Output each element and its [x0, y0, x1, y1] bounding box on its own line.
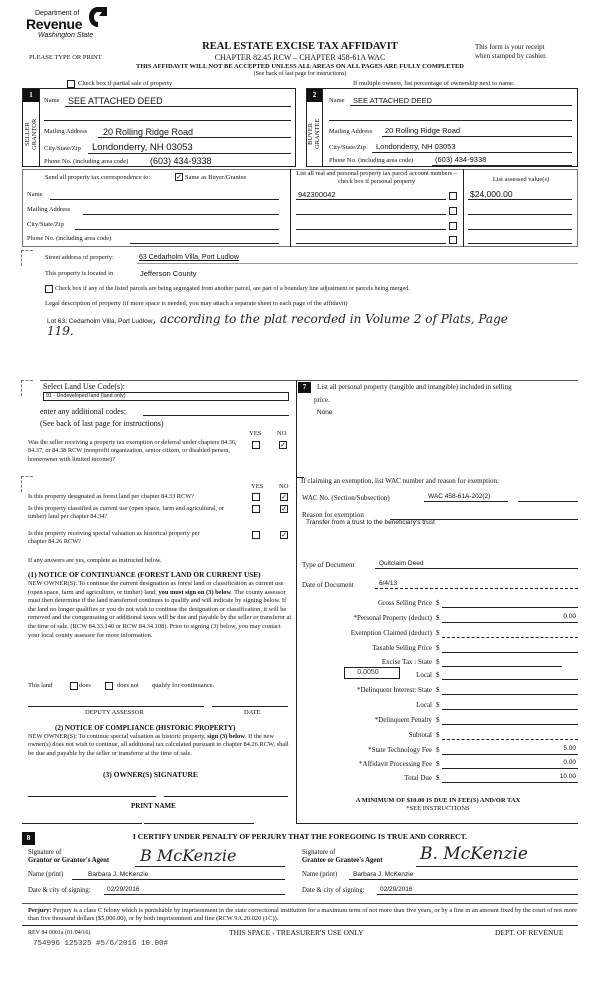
no-header-1: NO — [277, 430, 287, 437]
grantor-name-value: Barbara J. McKenzie — [88, 871, 149, 878]
tax-label-penalty: *Delinquent Penalty — [374, 716, 432, 724]
county-label: This property is located in — [45, 270, 114, 277]
tax-value-total: 10.00 — [559, 773, 576, 780]
q1-text: Was the seller receiving a property tax exemption or deferral under chapters 84.36, 84.37, or 84.38 RCW (nonprofit organization, senior citizen, or disabled person, homeowner with limited income)? — [28, 439, 237, 463]
buyer-name-field-2[interactable] — [329, 120, 572, 121]
owner-print-name-line[interactable] — [164, 796, 288, 797]
assessed-field-2[interactable] — [468, 214, 572, 215]
q1-no-checkbox[interactable]: ✓ — [280, 441, 286, 449]
grantor-name-field[interactable] — [72, 879, 285, 880]
corr-phone-field[interactable] — [130, 243, 279, 244]
logo-name: Revenue — [26, 16, 83, 32]
section-7-badge: 7 — [298, 382, 311, 393]
wac-label: WAC No. (Section/Subsection) — [302, 494, 390, 502]
tax-label-gross: Gross Selling Price — [377, 599, 432, 607]
dor-logo — [24, 6, 104, 42]
grantor-signature-line — [135, 866, 285, 867]
grantor-date-label: Date & city of signing: — [28, 887, 91, 894]
grantor-name-label: Name (print) — [28, 871, 64, 878]
receipt-note — [475, 43, 547, 61]
tax-label-taxable: Taxable Selling Price — [372, 644, 432, 652]
tax-label-subtotal: Subtotal — [408, 731, 432, 739]
section-3-bracket — [21, 250, 33, 266]
tax-field-interest-state[interactable] — [442, 694, 578, 695]
seller-address-value: 20 Rolling Ridge Road — [103, 127, 194, 137]
doc-type-field[interactable] — [375, 568, 578, 569]
buyer-phone-label: Phone No. (including area code) — [329, 157, 414, 164]
grantee-date-field[interactable] — [377, 894, 578, 895]
parcel-field-3[interactable] — [296, 229, 446, 230]
assessed-field-1[interactable] — [468, 199, 572, 200]
assessed-header: List assessed value(s) — [492, 176, 550, 183]
grantee-name-label: Name (print) — [302, 871, 338, 878]
additional-codes-label: enter any additional codes: — [40, 407, 126, 416]
street-address-field[interactable] — [137, 263, 578, 264]
personal-property-checkbox-3[interactable] — [449, 222, 457, 230]
street-address-value: 63 Cedarholm Villa, Port Ludlow — [139, 254, 239, 261]
segregated-label: Check box if any of the listed parcels are being segregated from another parcel, are part of a boundary line adjustment or parcels being merged. — [55, 285, 410, 292]
q2-text: Is this property designated as forest land per chapter 84.33 RCW? — [28, 493, 194, 500]
owner-signature-title: (3) OWNER(S) SIGNATURE — [103, 770, 198, 779]
completion-warning: THIS AFFIDAVIT WILL NOT BE ACCEPTED UNLESS ALL AREAS ON ALL PAGES ARE FULLY COMPLETED — [136, 63, 464, 70]
tax-label-interest-local: Local — [416, 701, 432, 709]
tax-label-interest-state: *Delinquent Interest: State — [356, 686, 432, 694]
see-instructions-note: *SEE INSTRUCTIONS — [406, 805, 470, 812]
section-1-badge: 1 — [23, 89, 39, 102]
notice-continuance-text: NEW OWNER(S): To continue the current designation as forest land or classification as current use (open space, farm and agriculture, or timber) land, you must sign on (3) below. The county assessor must then determine if the land transferred continues to qualify and will indicate by signing below. If the land no longer qualifies or you do not wish to continue the designation or classification, it will be removed and the compensating or additional taxes will be due and payable by the seller or transferor at the time of sale. (RCW 84.33.140 or RCW 84.34.108). Prior to signing (3) below, you may contact your local county assessor for more information. — [28, 580, 292, 639]
personal-property-label-2: price. — [314, 396, 330, 404]
seller-city-field[interactable] — [88, 153, 291, 154]
land-use-see-back: (See back of last page for instructions) — [40, 419, 164, 428]
q2-no-checkbox[interactable]: ✓ — [281, 493, 287, 501]
land-does-checkbox[interactable] — [70, 682, 78, 690]
corr-name-field[interactable] — [50, 199, 279, 200]
grantor-signature[interactable]: B McKenzie — [140, 846, 237, 865]
corr-city-label: City/State/Zip — [27, 221, 64, 228]
assessor-date-label: DATE — [244, 709, 261, 716]
treasurer-use-only: THIS SPACE - TREASURER'S USE ONLY — [229, 928, 364, 937]
logo-state: Washington State — [38, 32, 94, 39]
grantor-date-value: 02/29/2016 — [107, 886, 140, 893]
tax-field-excise-state[interactable] — [442, 666, 562, 667]
dept-of-revenue: DEPT. OF REVENUE — [495, 928, 564, 937]
tax-label-tech-fee: *State Technology Fee — [368, 746, 432, 754]
tax-field-excise-local[interactable] — [442, 679, 578, 680]
tax-label-excise-state: Excise Tax : State — [381, 658, 432, 666]
seller-phone-value: (603) 434-9338 — [150, 156, 212, 166]
wac-field-2[interactable] — [518, 501, 578, 502]
doc-date-value: 6/4/13 — [379, 580, 398, 587]
grantee-signature[interactable]: B. McKenzie — [420, 844, 528, 864]
see-back-note: (See back of last page for instructions) — [253, 71, 347, 77]
seller-city-label: City/State/Zip — [44, 145, 81, 152]
same-as-buyer-checkbox[interactable]: ✓ — [176, 173, 182, 181]
additional-codes-field[interactable] — [143, 415, 289, 416]
multiple-owners-note: If multiple owners, list percentage of ownership next to name. — [353, 80, 515, 87]
buyer-grantee-label: BUYER GRANTEE — [307, 118, 321, 150]
personal-property-checkbox-4[interactable] — [449, 236, 457, 244]
tax-field-total[interactable] — [442, 782, 578, 783]
buyer-name-label: Name — [329, 97, 345, 104]
personal-property-value[interactable]: None — [317, 409, 333, 416]
corr-city-field[interactable] — [75, 229, 279, 230]
form-chapters: CHAPTER 82.45 RCW – CHAPTER 458-61A WAC — [214, 53, 386, 62]
seller-name-value: SEE ATTACHED DEED — [68, 96, 163, 106]
buyer-address-field[interactable] — [382, 136, 572, 137]
street-address-label: Street address of property: — [45, 254, 114, 261]
yes-header-1: YES — [249, 430, 262, 437]
buyer-phone-field[interactable] — [432, 165, 572, 166]
buyer-address-label: Mailing Address — [329, 128, 373, 135]
form-number: REV 84 0001a (01/04/16) — [28, 930, 91, 936]
land-use-select-label: Select Land Use Code(s): — [43, 382, 125, 391]
qualify-label: qualify for continuance. — [152, 682, 215, 689]
land-use-code-value: 91 - Undeveloped land (land only) — [46, 393, 126, 399]
perjury-notice: Perjury: Perjury is a class C felony which is punishable by imprisonment in the state correctional institution for a maximum term of not more than five years, or by a fine in an amount fixed by the court of not more than five thousand dollars ($5,000.00), or by both imprisonment and fine (RCW 9A.20.020 (1C)). — [28, 907, 577, 923]
seller-address-label: Mailing Address — [44, 128, 88, 135]
minimum-due-note: A MINIMUM OF $10.00 IS DUE IN FEE(S) AND/OR TAX — [355, 797, 521, 804]
buyer-city-value: Londonderry, NH 03053 — [376, 142, 456, 151]
seller-phone-label: Phone No. (including area code) — [44, 158, 129, 165]
legal-handwritten-1: , according to the plat recorded in Volume 2 of Plats, Page — [152, 312, 508, 326]
segregated-checkbox[interactable] — [45, 285, 53, 293]
doc-type-value: Quitclaim Deed — [379, 560, 424, 567]
tax-label-total: Total Due — [404, 774, 432, 782]
tax-field-exemption[interactable] — [442, 637, 578, 638]
notice-compliance-text: NEW OWNER(S): To continue special valuation as historic property, sign (3) below. If the new owner(s) does not wish to continue, all additional tax calculated pursuant to chapter 84.26 RCW, shall be due and payable by the seller or transferor at the time of sale. — [28, 733, 289, 757]
this-land-label: This land — [28, 682, 53, 689]
tax-label-exemption: Exemption Claimed (deduct) — [350, 629, 432, 637]
seller-name-label: Name — [44, 97, 60, 104]
wac-field[interactable] — [424, 501, 508, 502]
personal-property-checkbox-1[interactable] — [449, 192, 457, 200]
tax-label-personal: *Personal Property (deduct) — [353, 614, 432, 622]
certify-statement: I CERTIFY UNDER PENALTY OF PERJURY THAT THE FOREGOING IS TRUE AND CORRECT. — [132, 832, 468, 841]
assessed-field-4[interactable] — [468, 243, 572, 244]
land-does-not-checkbox[interactable] — [105, 682, 113, 690]
tax-label-affidavit-fee: *Affidavit Processing Fee — [359, 760, 432, 768]
doc-type-label: Type of Document — [302, 561, 355, 569]
seller-phone-field[interactable] — [145, 166, 291, 167]
wac-value: WAC 458-61A-202(2) — [428, 493, 491, 500]
buyer-phone-value: (603) 434-9338 — [435, 155, 487, 164]
tax-value-affidavit-fee: 0.00 — [563, 759, 576, 766]
parcels-header: List all real and personal property tax parcel account numbers – check box if personal property — [296, 170, 457, 185]
deputy-assessor-signature-line[interactable] — [28, 706, 204, 707]
section-5-bracket — [21, 476, 33, 492]
reason-value: Transfer from a trust to the beneficiary's trust — [306, 519, 435, 526]
dor-logo-icon — [88, 6, 108, 28]
section-8-badge: 8 — [22, 832, 35, 845]
section-2-badge: 2 — [307, 89, 322, 102]
personal-property-label-1: List all personal property (tangible and intangible) included in selling — [317, 383, 512, 391]
buyer-city-field[interactable] — [372, 152, 572, 153]
q4-text: Is this property receiving special valuation as historical property per chapter 84.26 RCW? — [28, 530, 200, 546]
parcel-field-2[interactable] — [296, 214, 446, 215]
treasurer-stamp: 754996 125325 #5/6/2016 10.00# — [33, 940, 169, 948]
parcel-field-4[interactable] — [296, 243, 446, 244]
notice-continuance-title: (1) NOTICE OF CONTINUANCE (FOREST LAND OR CURRENT USE) — [28, 570, 261, 579]
assessor-date-line[interactable] — [212, 706, 288, 707]
grantor-date-field[interactable] — [104, 894, 285, 895]
grantee-date-value: 02/29/2016 — [380, 886, 413, 893]
doc-date-field[interactable] — [375, 588, 578, 589]
q3-yes-checkbox[interactable] — [252, 505, 260, 513]
grantee-sig-label: Signature of Grantee or Grantee's Agent — [302, 849, 383, 864]
assessed-value-1: $24,000.00 — [470, 189, 513, 199]
deputy-assessor-label: DEPUTY ASSESSOR — [85, 709, 144, 716]
notice-compliance-title: (2) NOTICE OF COMPLIANCE (HISTORIC PROPERTY) — [55, 724, 236, 732]
reason-label: Reason for exemption — [302, 511, 364, 519]
tax-field-tech-fee[interactable] — [442, 754, 578, 755]
section-4-bracket — [21, 380, 33, 396]
local-rate-value: 0.0050 — [357, 669, 379, 676]
land-does-label: does — [79, 682, 91, 689]
owner-signature-line[interactable] — [28, 796, 156, 797]
receipt-note-line-2: when stamped by cashier. — [475, 52, 547, 60]
legal-handwritten-2: 119. — [47, 324, 74, 338]
buyer-name-field[interactable] — [350, 105, 572, 106]
partial-sale-label: Check box if partial sale of property — [78, 80, 173, 87]
seller-city-value: Londonderry, NH 03053 — [92, 142, 193, 153]
q2-yes-checkbox[interactable] — [252, 493, 260, 501]
q3-no-checkbox[interactable]: ✓ — [281, 505, 287, 513]
exemption-header: If claiming an exemption, list WAC number and reason for exemption: — [301, 477, 499, 485]
parcel-number-1: 942300042 — [298, 190, 336, 199]
tax-field-subtotal[interactable] — [442, 739, 578, 740]
doc-date-label: Date of Document — [302, 581, 354, 589]
yes-header-2: YES — [251, 483, 264, 490]
form-title: REAL ESTATE EXCISE TAX AFFIDAVIT — [202, 41, 398, 52]
corr-address-field[interactable] — [83, 214, 279, 215]
seller-grantor-label: SELLER GRANTOR — [24, 118, 38, 150]
receipt-note-line-1: This form is your receipt — [475, 43, 545, 51]
county-value: Jefferson County — [140, 269, 197, 278]
seller-name-field-2[interactable] — [44, 120, 291, 121]
legal-description-label: Legal description of property (if more space is needed, you may attach a separate sheet to each page of the affidavit) — [45, 300, 348, 307]
if-yes-note: If any answers are yes, complete as instructed below. — [28, 557, 162, 564]
tax-label-excise-local: Local — [416, 671, 432, 679]
assessed-field-3[interactable] — [468, 229, 572, 230]
personal-property-checkbox-2[interactable] — [449, 207, 457, 215]
q4-yes-checkbox[interactable] — [252, 531, 260, 539]
tax-value-personal: 0.00 — [563, 613, 576, 620]
land-does-not-label: does not — [117, 682, 139, 689]
tax-value-tech-fee: 5.00 — [563, 745, 576, 752]
corr-phone-label: Phone No. (including area code) — [27, 235, 112, 242]
print-name-label: PRINT NAME — [131, 802, 176, 810]
buyer-address-value: 20 Rolling Ridge Road — [385, 126, 461, 135]
grantee-name-value: Barbara J. McKenzie — [353, 871, 414, 878]
tax-field-taxable[interactable] — [442, 652, 578, 653]
q3-text: Is this property classified as current use (open space, farm and agricultural, or timber) land per chapter 84.34? — [28, 505, 224, 521]
same-as-buyer-label: Same as Buyer/Grantee — [185, 174, 247, 181]
q1-yes-checkbox[interactable] — [252, 441, 260, 449]
grantee-signature-line — [416, 866, 578, 867]
corr-address-label: Mailing Address — [27, 206, 71, 213]
seller-address-field[interactable] — [98, 137, 291, 138]
tax-field-personal[interactable] — [442, 622, 578, 623]
send-correspondence-label: Send all property tax correspondence to: — [45, 174, 151, 181]
tax-field-gross[interactable] — [442, 607, 578, 608]
buyer-name-value: SEE ATTACHED DEED — [353, 96, 432, 105]
legal-description-value[interactable] — [47, 312, 577, 338]
grantee-date-label: Date & city of signing: — [302, 887, 365, 894]
no-header-2: NO — [279, 483, 289, 490]
seller-name-field[interactable] — [65, 106, 291, 107]
grantor-sig-label: Signature of Grantor or Grantor's Agent — [28, 849, 110, 864]
partial-sale-checkbox[interactable] — [67, 80, 75, 88]
tax-field-interest-local[interactable] — [442, 709, 578, 710]
buyer-city-label: City/State/Zip — [329, 144, 366, 151]
tax-field-penalty[interactable] — [442, 724, 578, 725]
legal-typed: Lot 63, Cedarholm Villa, Port Ludlow — [47, 318, 153, 325]
corr-name-label: Name — [27, 191, 43, 198]
parcel-field-1[interactable] — [296, 199, 446, 200]
grantee-name-field[interactable] — [349, 879, 578, 880]
please-print: PLEASE TYPE OR PRINT — [29, 54, 102, 61]
logo-dept: Department of — [35, 10, 80, 17]
tax-field-affidavit-fee[interactable] — [442, 768, 578, 769]
q4-no-checkbox[interactable]: ✓ — [281, 531, 287, 539]
